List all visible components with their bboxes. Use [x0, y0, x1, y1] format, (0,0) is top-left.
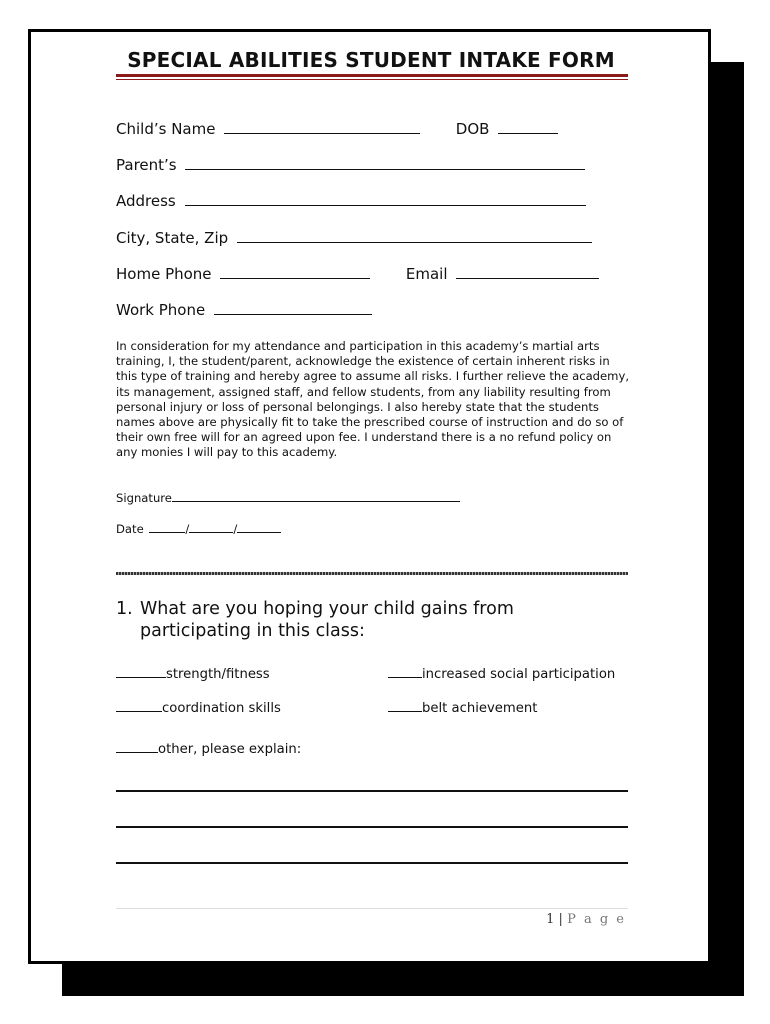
- option-social-label: increased social participation: [422, 667, 616, 682]
- parents-field[interactable]: [185, 155, 585, 170]
- option-social: [388, 665, 615, 682]
- date-month-field[interactable]: [149, 521, 185, 533]
- signature-row: [116, 490, 460, 505]
- page-number: 1: [546, 912, 555, 927]
- home-phone-field[interactable]: [220, 264, 370, 279]
- footer-rule: [116, 908, 628, 909]
- option-strength: [116, 665, 270, 682]
- childs-name-field[interactable]: [224, 119, 420, 134]
- city-state-zip-row: [116, 228, 592, 247]
- footer-separator: |: [554, 912, 568, 927]
- date-row: [116, 521, 281, 536]
- signature-field[interactable]: [172, 490, 460, 502]
- option-social-blank[interactable]: [388, 665, 422, 678]
- option-coordination-blank[interactable]: [116, 699, 162, 712]
- option-other-blank[interactable]: [116, 740, 158, 753]
- dob-field[interactable]: [498, 119, 558, 134]
- work-phone-field[interactable]: [214, 300, 372, 315]
- address-label: Address: [116, 192, 176, 210]
- title-underline: [116, 74, 628, 77]
- date-day-field[interactable]: [189, 521, 233, 533]
- page-word: P a g e: [567, 912, 626, 927]
- dob-label: DOB: [455, 120, 490, 138]
- option-other-label: other, please explain:: [158, 742, 302, 757]
- parents-row: [116, 155, 585, 174]
- work-phone-label: Work Phone: [116, 301, 206, 319]
- address-field[interactable]: [185, 191, 586, 206]
- option-strength-label: strength/fitness: [166, 667, 270, 682]
- parents-label: Parent’s: [116, 156, 177, 174]
- option-strength-blank[interactable]: [116, 665, 166, 678]
- date-year-field[interactable]: [237, 521, 281, 533]
- liability-waiver-text: In consideration for my attendance and participation in this academy’s martial arts training, I, the student/parent, acknowledge the existence of certain inherent risks in this type of training and hereby agree to assume all risks. I further relieve the academy, its management, assigned staff, and fellow students, from any liability resulting from personal injury or loss of personal belongings. I also hereby state that the students names above are physically fit to take the prescribed course of instruction and do so of their own free will for an agreed upon fee. I understand there is a no refund policy on any monies I will pay to this academy.: [116, 339, 630, 460]
- option-belt: [388, 699, 537, 716]
- title-underline-thin: [116, 79, 628, 80]
- section-divider: [116, 572, 628, 575]
- explain-line-2[interactable]: [116, 826, 628, 828]
- question-number: 1.: [116, 599, 133, 619]
- option-belt-label: belt achievement: [422, 701, 538, 716]
- question-text-line2: participating in this class:: [140, 621, 365, 641]
- work-phone-row: [116, 300, 372, 319]
- question-text-line1: What are you hoping your child gains from: [140, 599, 514, 619]
- option-coordination: [116, 699, 281, 716]
- phone-email-row: [116, 264, 599, 283]
- address-row: [116, 191, 586, 210]
- document-page: [28, 29, 711, 964]
- signature-label: Signature: [116, 491, 172, 505]
- date-label: Date: [116, 522, 144, 536]
- childs-name-label: Child’s Name: [116, 120, 216, 138]
- email-label: Email: [405, 265, 448, 283]
- option-belt-blank[interactable]: [388, 699, 422, 712]
- childs-name-row: [116, 119, 558, 138]
- home-phone-label: Home Phone: [116, 265, 212, 283]
- explain-line-1[interactable]: [116, 790, 628, 792]
- city-state-zip-label: City, State, Zip: [116, 229, 229, 247]
- option-coordination-label: coordination skills: [162, 701, 281, 716]
- question-1: [116, 598, 514, 642]
- option-other: [116, 740, 301, 757]
- form-title: SPECIAL ABILITIES STUDENT INTAKE FORM: [127, 48, 615, 72]
- date-separator: /: [233, 522, 238, 536]
- city-state-zip-field[interactable]: [237, 228, 592, 243]
- date-separator: /: [185, 522, 190, 536]
- explain-line-3[interactable]: [116, 862, 628, 864]
- email-field[interactable]: [456, 264, 599, 279]
- page-footer: [546, 912, 626, 927]
